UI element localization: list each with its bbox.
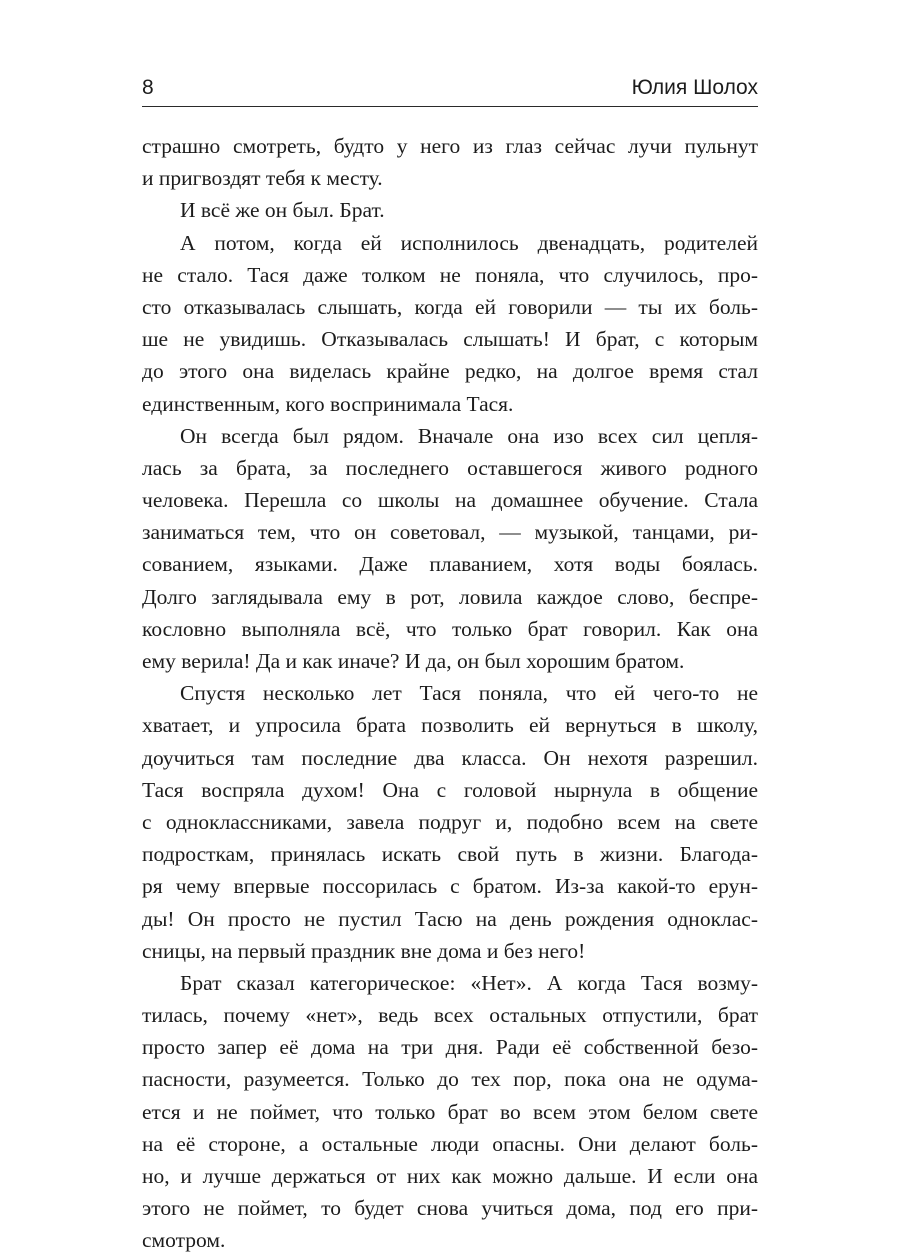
- text-line: страшно смотреть, будто у него из глаз сейчас лучи пульнут: [142, 134, 758, 158]
- text-line: А потом, когда ей исполнилось двенадцать, родителей: [180, 230, 758, 255]
- text-line: сованием, языками. Даже плаванием, хотя воды боялась.: [142, 552, 758, 577]
- text-line: подросткам, принялась искать свой путь в жизни. Благода-: [142, 842, 758, 867]
- text-line: кословно выполняла всё, что только брат говорил. Как она: [142, 616, 758, 641]
- text-line: Тася воспряла духом! Она с головой нырнула в общение: [142, 777, 758, 802]
- text-line: доучиться там последние два класса. Он нехотя разрешил.: [142, 745, 758, 770]
- text-line: заниматься тем, что он советовал, — музыкой, танцами, ри-: [142, 520, 758, 545]
- text-line: Спустя несколько лет Тася поняла, что ей чего-то не: [180, 681, 758, 706]
- header-rule: [142, 106, 758, 107]
- text-line: этого не поймет, то будет снова учиться дома, под его при-: [142, 1196, 758, 1221]
- text-line: лась за брата, за последнего оставшегося живого родного: [142, 455, 758, 480]
- text-line: Он всегда был рядом. Вначале она изо всех сил цепля-: [180, 423, 758, 448]
- text-line: не стало. Тася даже толком не поняла, что случилось, про-: [142, 262, 758, 287]
- text-line: до этого она виделась крайне редко, на долгое время стал: [142, 359, 758, 384]
- text-line: ется и не поймет, что только брат во всем этом белом свете: [142, 1099, 758, 1124]
- text-line: и пригвоздят тебя к месту.: [142, 166, 383, 191]
- text-line: ше не увидишь. Отказывалась слышать! И брат, с которым: [142, 327, 758, 352]
- text-line: просто запер её дома на три дня. Ради её собственной безо-: [142, 1035, 758, 1060]
- text-line: пасности, разумеется. Только до тех пор, пока она не одума-: [142, 1067, 758, 1092]
- running-title: Юлия Шолох: [631, 76, 758, 99]
- text-line: единственным, кого воспринимала Тася.: [142, 391, 514, 416]
- text-line: тилась, почему «нет», ведь всех остальных отпустили, брат: [142, 1003, 758, 1028]
- text-line: И всё же он был. Брат.: [180, 198, 385, 223]
- text-line: смотром.: [142, 1228, 226, 1253]
- page-header: [142, 74, 758, 106]
- text-line: хватает, и упросила брата позволить ей вернуться в школу,: [142, 713, 758, 738]
- text-line: человека. Перешла со школы на домашнее обучение. Стала: [142, 488, 758, 513]
- text-line: Долго заглядывала ему в рот, ловила каждое слово, беспре-: [142, 584, 758, 609]
- text-line: но, и лучше держаться от них как можно дальше. И если она: [142, 1164, 758, 1188]
- text-line: с одноклассниками, завела подруг и, подобно всем на свете: [142, 809, 758, 834]
- text-line: ему верила! Да и как иначе? И да, он был хорошим братом.: [142, 649, 685, 673]
- text-line: ды! Он просто не пустил Тасю на день рождения одноклас-: [142, 906, 758, 931]
- page-number: 8: [142, 76, 154, 99]
- body-text: [142, 130, 758, 1257]
- text-line: сто отказывалась слышать, когда ей говорили — ты их боль-: [142, 294, 758, 319]
- text-line: сницы, на первый праздник вне дома и без него!: [142, 938, 586, 963]
- text-line: на её стороне, а остальные люди опасны. Они делают боль-: [142, 1131, 758, 1156]
- text-line: Брат сказал категорическое: «Нет». А когда Тася возму-: [180, 970, 758, 995]
- text-line: ря чему впервые поссорилась с братом. Из-за какой-то ерун-: [142, 874, 758, 899]
